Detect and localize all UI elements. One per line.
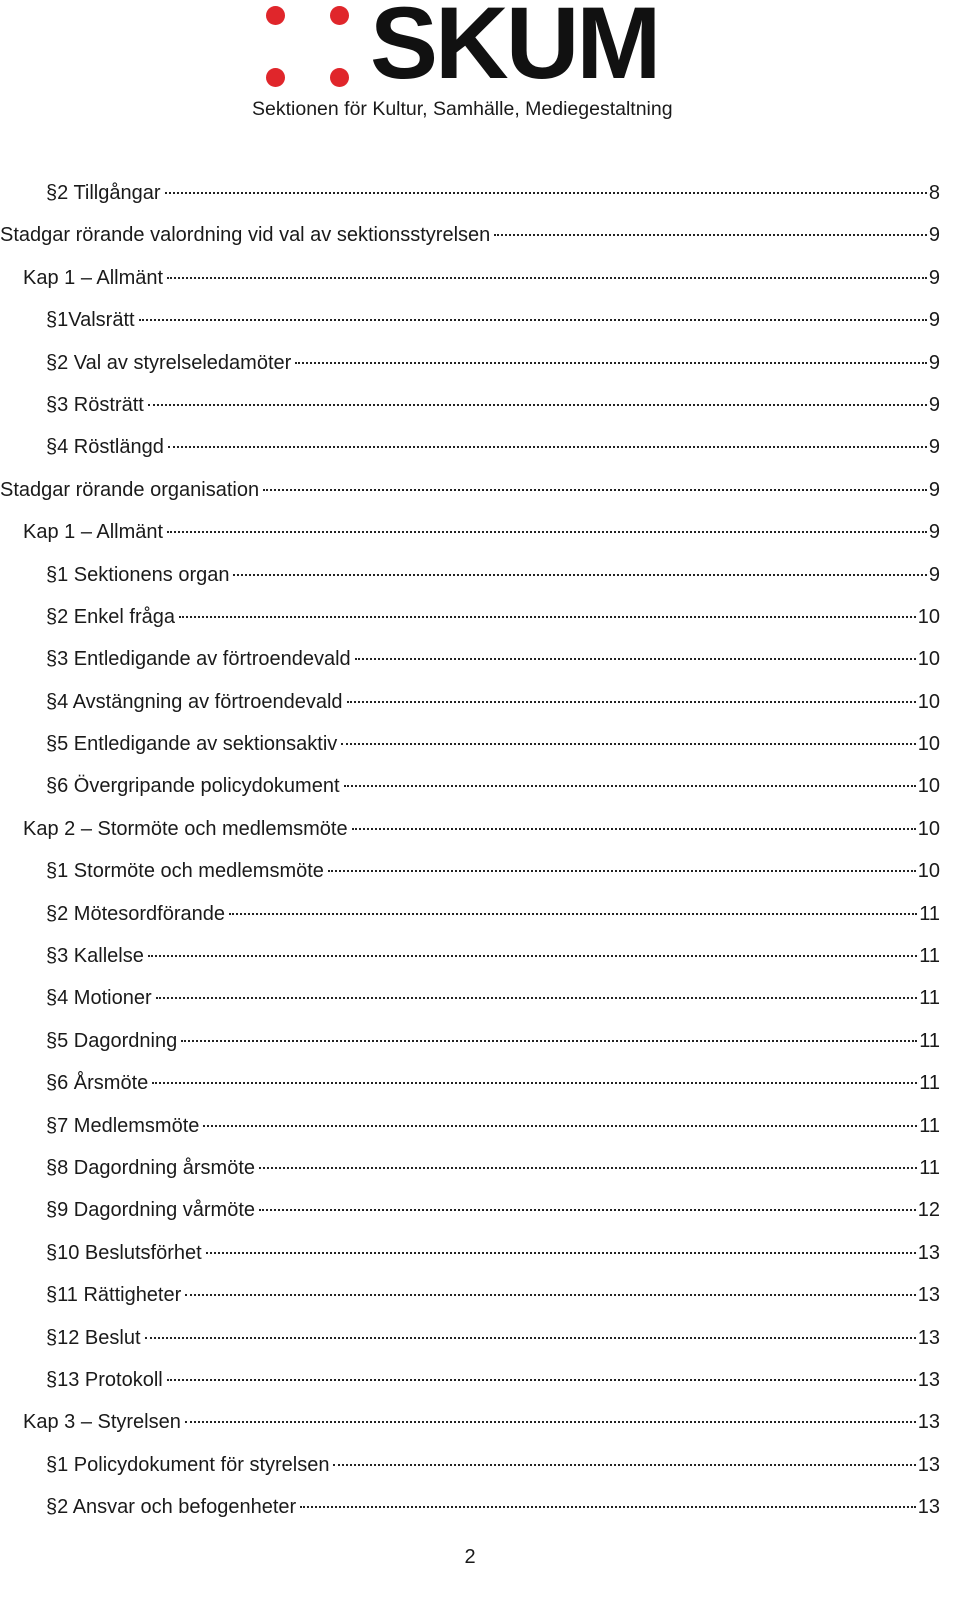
- toc-entry-page: 8: [928, 182, 940, 204]
- toc-dot-leader: [259, 1209, 916, 1211]
- toc-entry[interactable]: [0, 857, 940, 899]
- toc-dot-leader: [333, 1464, 915, 1466]
- toc-entry-title: §3 Rösträtt: [46, 393, 144, 416]
- toc-entry-title: Stadgar rörande valordning vid val av sektionsstyrelsen: [0, 224, 491, 247]
- toc-entry-title: §2 Mötesordförande: [46, 902, 226, 925]
- toc-entry-title: §5 Entledigande av sektionsaktiv: [46, 733, 338, 756]
- toc-entry-page: 13: [917, 1326, 940, 1349]
- toc-dot-leader: [167, 1379, 916, 1381]
- toc-dot-leader: [352, 828, 916, 830]
- logo-dot: [330, 68, 349, 87]
- toc-entry-title: §8 Dagordning årsmöte: [46, 1156, 256, 1179]
- toc-entry-title: Kap 1 – Allmänt: [23, 266, 164, 289]
- toc-dot-leader: [347, 701, 916, 703]
- toc-entry[interactable]: [0, 221, 940, 263]
- toc-dot-leader: [494, 234, 927, 236]
- toc-entry-page: 10: [917, 648, 940, 671]
- toc-entry[interactable]: [0, 772, 940, 814]
- toc-entry-title: §10 Beslutsförhet: [46, 1241, 202, 1264]
- toc-dot-leader: [295, 362, 927, 364]
- toc-entry-title: Kap 3 – Styrelsen: [23, 1411, 181, 1434]
- logo-wordmark: SKUM: [370, 0, 659, 100]
- toc-entry[interactable]: [0, 306, 940, 348]
- toc-entry[interactable]: [0, 1239, 940, 1281]
- toc-entry-title: §1 Sektionens organ: [46, 563, 230, 586]
- toc-entry[interactable]: [0, 1408, 940, 1450]
- toc-entry[interactable]: [0, 476, 940, 518]
- toc-entry[interactable]: [0, 349, 940, 391]
- toc-entry-page: 9: [928, 478, 940, 501]
- toc-entry-page: 11: [919, 1114, 940, 1137]
- toc-entry-title: §4 Avstängning av förtroendevald: [46, 690, 343, 713]
- logo-tagline: Sektionen för Kultur, Samhälle, Mediegestaltning: [252, 98, 673, 120]
- toc-entry-title: §13 Protokoll: [46, 1368, 163, 1391]
- toc-entry-page: 10: [917, 817, 940, 840]
- toc-entry-title: Kap 1 – Allmänt: [23, 521, 164, 544]
- toc-entry-page: 13: [917, 1411, 940, 1434]
- toc-entry-page: 9: [928, 436, 940, 459]
- toc-dot-leader: [152, 1082, 917, 1084]
- toc-entry-title: §4 Röstlängd: [46, 436, 164, 459]
- toc-entry-title: §6 Övergripande policydokument: [46, 775, 340, 798]
- toc-dot-leader: [179, 616, 916, 618]
- toc-entry-page: 10: [917, 690, 940, 713]
- toc-entry-title: §3 Entledigande av förtroendevald: [46, 648, 351, 671]
- toc-entry-page: 13: [917, 1241, 940, 1264]
- toc-entry-title: §2 Tillgångar: [46, 182, 161, 204]
- toc-entry-page: 11: [919, 1072, 940, 1095]
- toc-entry-title: §4 Motioner: [46, 987, 152, 1010]
- toc-entry-page: 9: [928, 521, 940, 544]
- toc-entry-page: 10: [917, 860, 940, 883]
- toc-entry-page: 9: [928, 266, 940, 289]
- toc-dot-leader: [168, 446, 927, 448]
- toc-entry-title: §2 Ansvar och befogenheter: [46, 1496, 297, 1519]
- toc-entry-title: §9 Dagordning vårmöte: [46, 1199, 256, 1222]
- toc-entry-page: 11: [919, 945, 940, 968]
- toc-dot-leader: [263, 489, 927, 491]
- toc-dot-leader: [167, 531, 927, 533]
- toc-entry-title: §5 Dagordning: [46, 1029, 178, 1052]
- toc-entry-page: 12: [917, 1199, 940, 1222]
- toc-entry[interactable]: [0, 1366, 940, 1408]
- toc-entry-title: §7 Medlemsmöte: [46, 1114, 200, 1137]
- toc-entry-title: §1 Stormöte och medlemsmöte: [46, 860, 324, 883]
- toc-dot-leader: [148, 404, 927, 406]
- toc-entry[interactable]: [0, 815, 940, 857]
- toc-dot-leader: [185, 1294, 915, 1296]
- page-number: 2: [464, 1546, 476, 1568]
- toc-entry-title: §3 Kallelse: [46, 945, 144, 968]
- toc-entry[interactable]: [0, 984, 940, 1026]
- toc-entry-title: §2 Enkel fråga: [46, 605, 175, 628]
- toc-entry[interactable]: [0, 730, 940, 772]
- toc-dot-leader: [300, 1506, 916, 1508]
- toc-entry-title: §11 Rättigheter: [46, 1284, 182, 1307]
- toc-entry[interactable]: [0, 1112, 940, 1154]
- toc-entry[interactable]: [0, 179, 940, 221]
- toc-entry[interactable]: [0, 1196, 940, 1238]
- toc-entry[interactable]: [0, 645, 940, 687]
- toc-dot-leader: [181, 1040, 917, 1042]
- toc-entry-page: 11: [919, 1029, 940, 1052]
- toc-entry[interactable]: [0, 561, 940, 603]
- toc-entry-page: 13: [917, 1453, 940, 1476]
- toc-entry-page: 9: [928, 309, 940, 332]
- toc-entry[interactable]: [0, 900, 940, 942]
- toc-dot-leader: [344, 785, 916, 787]
- toc-entry[interactable]: [0, 1069, 940, 1111]
- toc-dot-leader: [167, 277, 927, 279]
- logo-dot: [330, 6, 349, 25]
- toc-entry-page: 11: [919, 902, 940, 925]
- logo-dot: [266, 6, 285, 25]
- toc-entry-page: 13: [917, 1368, 940, 1391]
- toc-entry-title: Kap 2 – Stormöte och medlemsmöte: [23, 817, 348, 840]
- toc-dot-leader: [229, 913, 917, 915]
- toc-entry-title: §2 Val av styrelseledamöter: [46, 351, 292, 374]
- skum-logo: [252, 0, 702, 130]
- toc-entry-page: 11: [919, 987, 940, 1010]
- toc-entry-page: 10: [917, 733, 940, 756]
- toc-dot-leader: [328, 870, 916, 872]
- toc-entry[interactable]: [0, 1451, 940, 1493]
- toc-entry[interactable]: [0, 1493, 940, 1535]
- toc-entry-title: §6 Årsmöte: [46, 1072, 149, 1095]
- logo-dot: [266, 68, 285, 87]
- toc-entry-page: 13: [917, 1496, 940, 1519]
- toc-entry[interactable]: [0, 518, 940, 560]
- toc-entry[interactable]: [0, 433, 940, 475]
- toc-entry-page: 10: [917, 605, 940, 628]
- toc-entry-title: Stadgar rörande organisation: [0, 478, 260, 501]
- toc-dot-leader: [148, 955, 917, 957]
- toc-entry[interactable]: [0, 942, 940, 984]
- toc-entry-title: §12 Beslut: [46, 1326, 141, 1349]
- toc-dot-leader: [341, 743, 915, 745]
- toc-entry[interactable]: [0, 1324, 940, 1366]
- toc-entry-title: §1 Policydokument för styrelsen: [46, 1453, 330, 1476]
- toc-entry-page: 9: [928, 224, 940, 247]
- toc-entry[interactable]: [0, 1154, 940, 1196]
- toc-entry-title: §1Valsrätt: [46, 309, 135, 332]
- toc-entry[interactable]: [0, 688, 940, 730]
- toc-dot-leader: [355, 658, 916, 660]
- toc-entry[interactable]: [0, 1027, 940, 1069]
- toc-entry[interactable]: [0, 391, 940, 433]
- toc-entry-page: 9: [928, 351, 940, 374]
- toc-dot-leader: [185, 1421, 916, 1423]
- toc-entry-page: 13: [917, 1284, 940, 1307]
- toc-dot-leader: [206, 1252, 916, 1254]
- toc-entry-page: 9: [928, 393, 940, 416]
- toc-entry-page: 9: [928, 563, 940, 586]
- toc-dot-leader: [259, 1167, 917, 1169]
- table-of-contents: [0, 179, 940, 1536]
- toc-entry-page: 11: [919, 1156, 940, 1179]
- toc-dot-leader: [145, 1337, 916, 1339]
- toc-dot-leader: [156, 997, 918, 999]
- toc-dot-leader: [139, 319, 927, 321]
- toc-entry[interactable]: [0, 603, 940, 645]
- toc-dot-leader: [233, 574, 926, 576]
- toc-dot-leader: [165, 192, 927, 194]
- toc-entry-page: 10: [917, 775, 940, 798]
- toc-entry[interactable]: [0, 264, 940, 306]
- toc-entry[interactable]: [0, 1281, 940, 1323]
- toc-dot-leader: [203, 1125, 917, 1127]
